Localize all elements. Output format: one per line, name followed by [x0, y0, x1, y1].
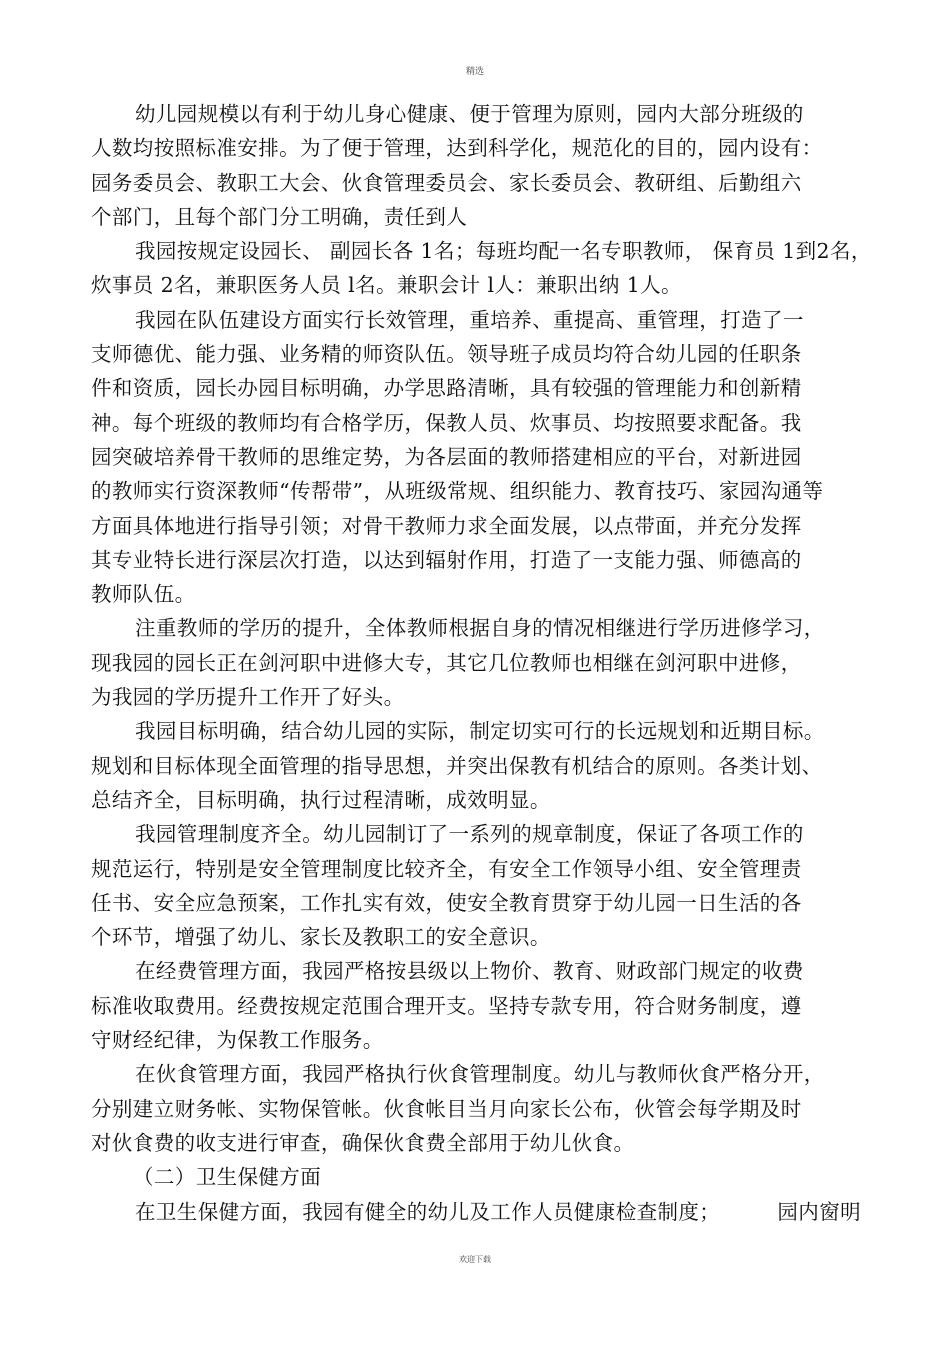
- paragraph-3: [91, 303, 861, 612]
- text-line: 我园目标明确，结合幼儿园的实际，制定切实可行的长远规划和近期目标。: [135, 719, 825, 744]
- document-body: [91, 97, 872, 1229]
- paragraph-2: [91, 234, 872, 303]
- text-line: 任书、安全应急预案，工作扎实有效，使安全教育贯穿于幼儿园一日生活的各: [91, 890, 802, 915]
- page-footer: 欢迎下载: [459, 1255, 491, 1264]
- section-heading: [91, 1160, 861, 1194]
- text-line: 方面具体地进行指导引领；对骨干教师力求全面发展，以点带面，并充分发挥: [91, 513, 802, 538]
- text-line: 规范运行，特别是安全管理制度比较齐全，有安全工作领导小组、安全管理责: [91, 856, 802, 881]
- text-line: 神。每个班级的教师均有合格学历，保教人员、炊事员、均按照要求配备。我: [91, 410, 802, 435]
- text-line: 的教师实行资深教师“传帮带”，从班级常规、组织能力、教育技巧、家园沟通等: [91, 479, 824, 504]
- last-line-right: 园内窗明: [777, 1199, 861, 1224]
- last-line-left: 在卫生保健方面，我园有健全的幼儿及工作人员健康检查制度；: [135, 1199, 721, 1224]
- text-line: 支师德优、能力强、业务精的师资队伍。领导班子成员均符合幼儿园的任职条: [91, 342, 802, 367]
- paragraph-5: [91, 714, 861, 817]
- paragraph-7: [91, 954, 861, 1057]
- text-line: 个环节，增强了幼儿、家长及教职工的安全意识。: [91, 925, 551, 950]
- text-line: 在经费管理方面，我园严格按县级以上物价、教育、财政部门规定的收费: [135, 959, 804, 984]
- text-line: 园务委员会、教职工大会、伙食管理委员会、家长委员会、教研组、后勤组六: [91, 170, 802, 195]
- text-line: 总结齐全，目标明确，执行过程清晰，成效明显。: [91, 787, 551, 812]
- text-line: 我园按规定设园长、 副园长各 1名；每班均配一名专职教师， 保育员 1到2名，: [135, 239, 872, 264]
- paragraph-8: [91, 1057, 861, 1160]
- text-line: 教师队伍。: [91, 582, 196, 607]
- text-line: 守财经纪律，为保教工作服务。: [91, 1028, 384, 1053]
- text-line: 炊事员 2名，兼职医务人员 l名。兼职会计 l人：兼职出纳 1人。: [91, 273, 682, 298]
- last-line: [91, 1195, 861, 1229]
- page-header: 精选: [465, 67, 484, 77]
- section-heading-text: （二）卫生保健方面: [133, 1165, 322, 1190]
- text-line: 规划和目标体现全面管理的指导思想，并突出保教有机结合的原则。各类计划、: [91, 753, 823, 778]
- text-line: 为我园的学历提升工作开了好头。: [91, 685, 405, 710]
- text-line: 个部门，且每个部门分工明确，责任到人: [91, 204, 468, 229]
- text-line: 在伙食管理方面，我园严格执行伙食管理制度。幼儿与教师伙食严格分开，: [135, 1062, 825, 1087]
- text-line: 分别建立财务帐、实物保管帐。伙食帐目当月向家长公布，伙管会每学期及时: [91, 1096, 802, 1121]
- text-line: 注重教师的学历的提升，全体教师根据自身的情况相继进行学历进修学习，: [135, 616, 825, 641]
- paragraph-6: [91, 817, 861, 954]
- paragraph-1: [91, 97, 861, 234]
- text-line: 我园管理制度齐全。幼儿园制订了一系列的规章制度，保证了各项工作的: [135, 822, 804, 847]
- text-line: 其专业特长进行深层次打造，以达到辐射作用，打造了一支能力强、师德高的: [91, 547, 802, 572]
- text-line: 现我园的园长正在剑河职中进修大专，其它几位教师也相继在剑河职中进修，: [91, 650, 802, 675]
- text-line: 幼儿园规模以有利于幼儿身心健康、便于管理为原则，园内大部分班级的: [135, 102, 804, 126]
- text-line: 对伙食费的收支进行审查，确保伙食费全部用于幼儿伙食。: [91, 1130, 635, 1155]
- text-line: 我园在队伍建设方面实行长效管理，重培养、重提高、重管理，打造了一: [135, 307, 804, 332]
- text-line: 园突破培养骨干教师的思维定势，为各层面的教师搭建相应的平台，对新进园: [91, 444, 802, 469]
- text-line: 标准收取费用。经费按规定范围合理开支。坚持专款专用，符合财务制度，遵: [91, 993, 802, 1018]
- paragraph-4: [91, 611, 861, 714]
- text-line: 件和资质，园长办园目标明确，办学思路清晰，具有较强的管理能力和创新精: [91, 376, 802, 401]
- text-line: 人数均按照标准安排。为了便于管理，达到科学化，规范化的目的，园内设有：: [91, 136, 823, 161]
